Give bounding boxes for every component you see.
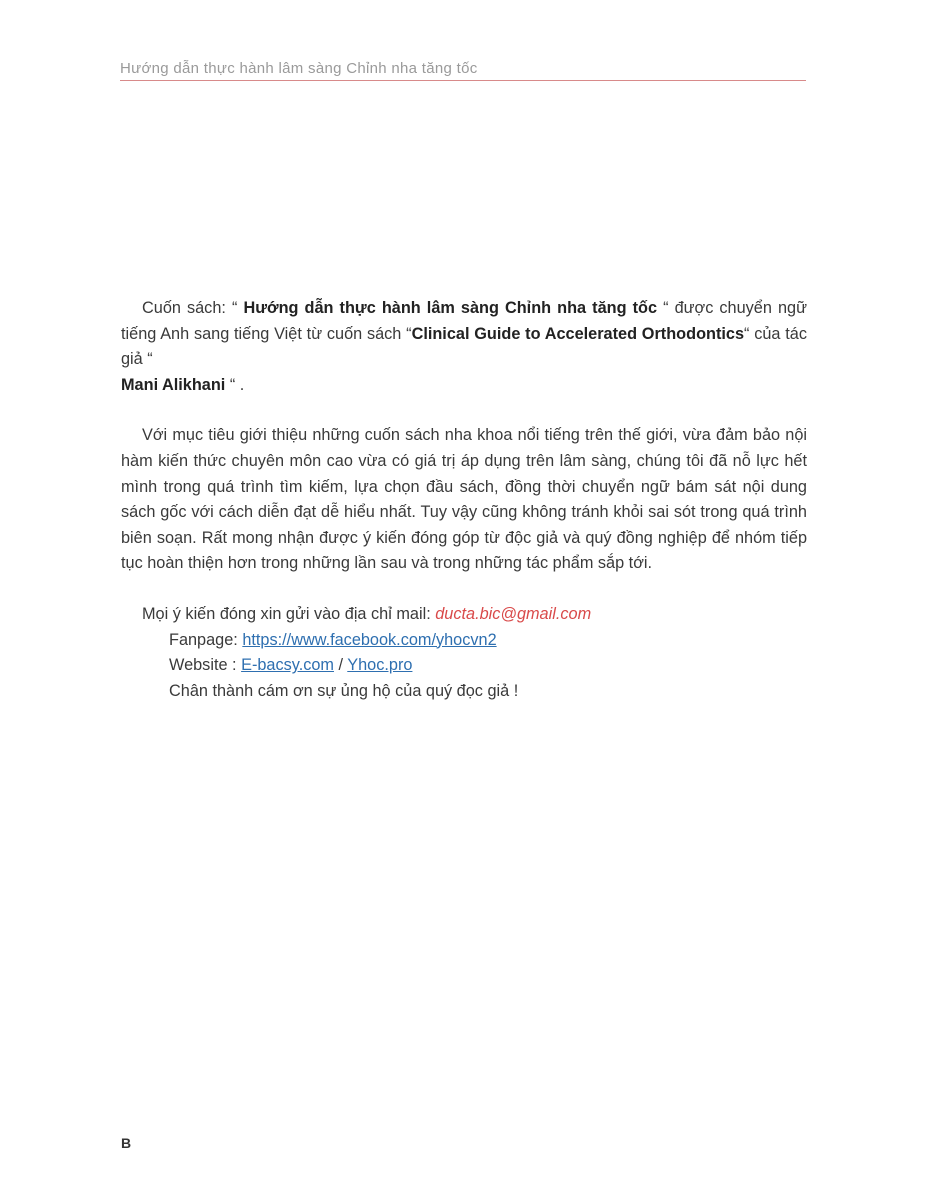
thanks-line: Chân thành cám ơn sự ủng hộ của quý đọc giả !: [169, 681, 519, 700]
website-link-ebacsy[interactable]: E-bacsy.com: [241, 656, 334, 675]
book-title-vi: Hướng dẫn thực hành lâm sàng Chỉnh nha tăng tốc: [243, 299, 658, 317]
intro-text-a: Cuốn sách: “: [142, 299, 244, 317]
intro-paragraph: [121, 296, 807, 398]
page-number: B: [121, 1135, 132, 1151]
website-link-yhoc[interactable]: Yhoc.pro: [347, 656, 413, 675]
intro-text-d: “ .: [225, 375, 245, 394]
intro-text-c: “ của tác giả “: [121, 324, 807, 369]
website-line: [121, 653, 807, 679]
mail-label: Mọi ý kiến đóng xin gửi vào địa chỉ mail:: [142, 604, 436, 623]
contact-block: [121, 602, 807, 704]
book-title-en: Clinical Guide to Accelerated Orthodontics: [411, 324, 745, 343]
mail-line: [121, 602, 807, 628]
main-content: [121, 296, 807, 704]
intro-text-b: “ được chuyển ngữ tiếng Anh sang tiếng Việt từ cuốn sách “: [121, 299, 807, 343]
author-name: Mani Alikhani: [121, 375, 226, 394]
email-address[interactable]: ducta.bic@gmail.com: [435, 604, 592, 623]
fanpage-line: [121, 628, 807, 654]
website-label: Website :: [169, 656, 242, 675]
fanpage-link[interactable]: https://www.facebook.com/yhocvn2: [242, 630, 497, 649]
running-header: Hướng dẫn thực hành lâm sàng Chỉnh nha tăng tốc: [120, 60, 806, 81]
mission-paragraph: Với mục tiêu giới thiệu những cuốn sách nha khoa nổi tiếng trên thế giới, vừa đảm bảo nội hàm kiến thức chuyên môn cao vừa có giá trị áp dụng trên lâm sàng, chúng tôi đã nỗ lực hết mình trong quá trình tìm kiếm, lựa chọn đầu sách, đồng thời chuyển ngữ bám sát nội dung sách gốc với cách diễn đạt dễ hiểu nhất. Tuy vậy cũng không tránh khỏi sai sót trong quá trình biên soạn. Rất mong nhận được ý kiến đóng góp từ độc giả và quý đồng nghiệp để nhóm tiếp tục hoàn thiện hơn trong những lần sau và trong những tác phẩm sắp tới.: [121, 426, 807, 573]
website-separator: /: [333, 656, 348, 675]
fanpage-label: Fanpage:: [169, 630, 243, 649]
